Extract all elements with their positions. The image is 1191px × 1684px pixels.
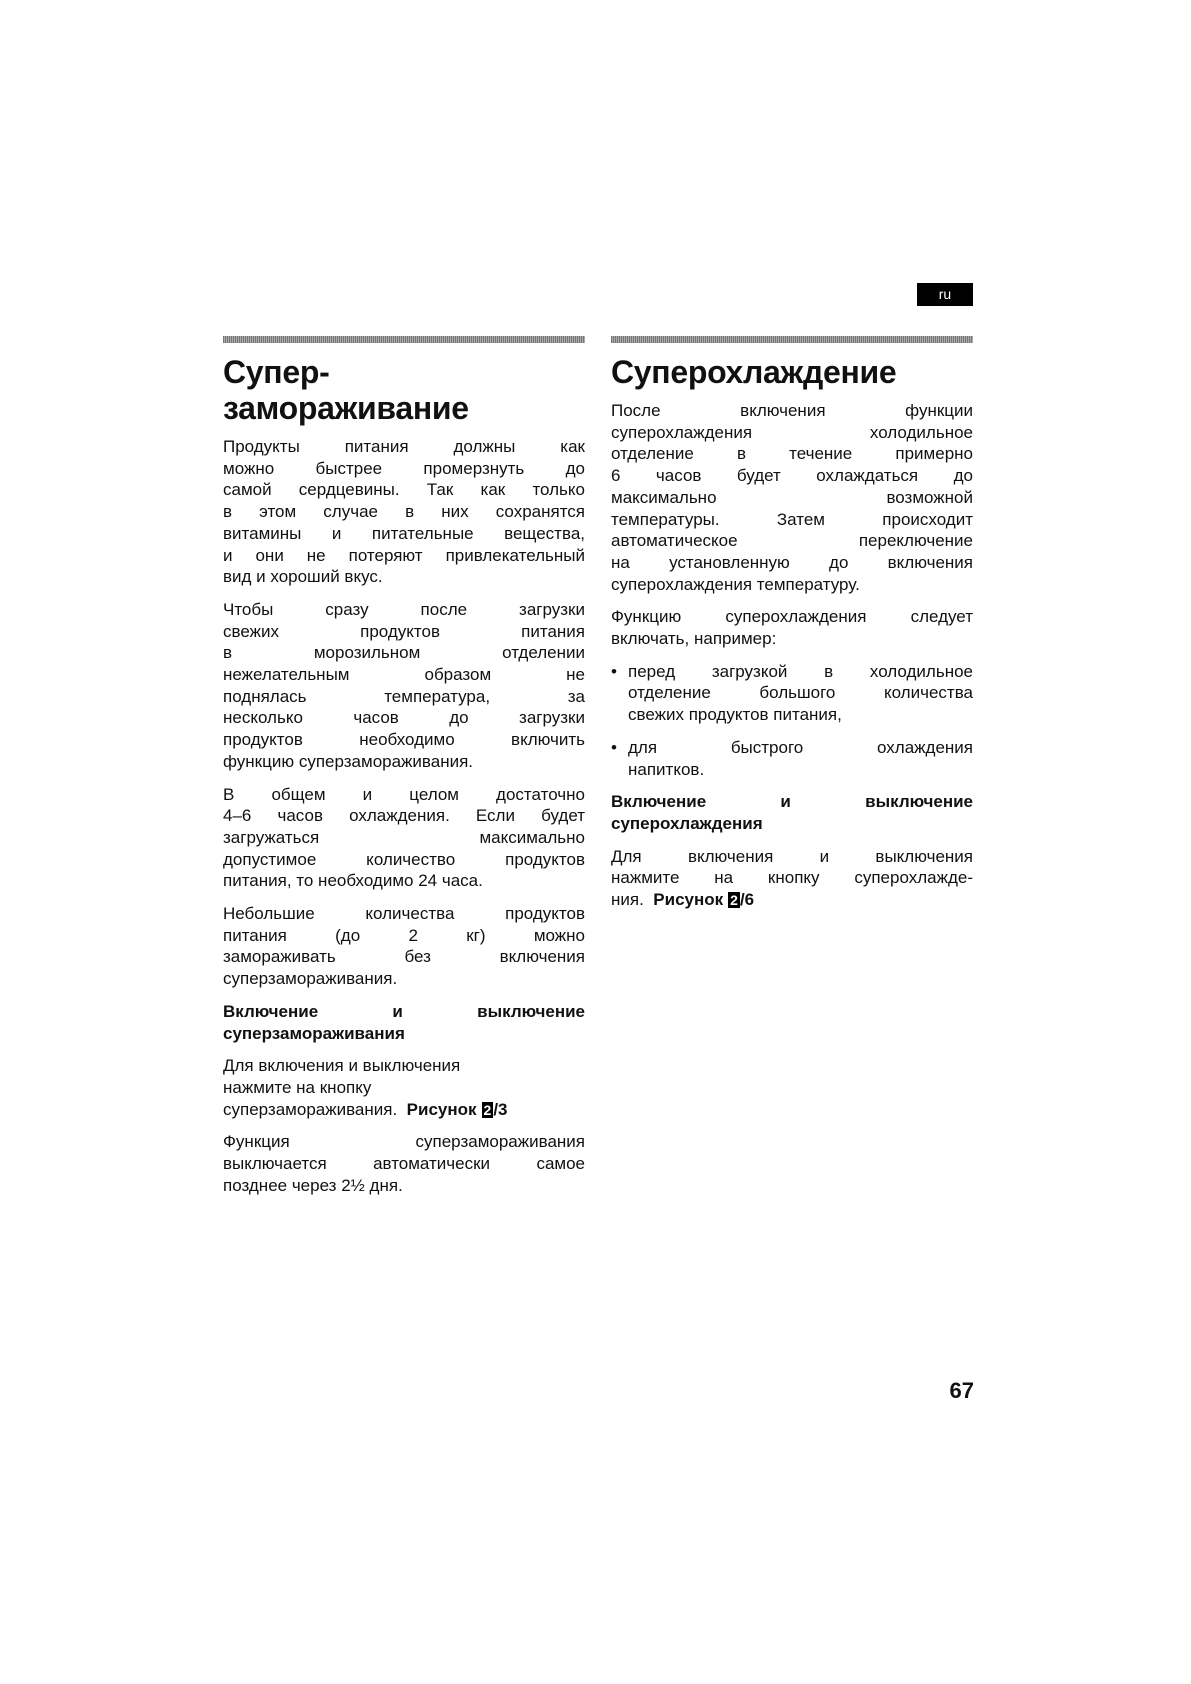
language-badge: ru — [917, 283, 973, 306]
title-line: замораживание — [223, 390, 469, 426]
text-line: максимально возможной — [611, 487, 973, 507]
right-column — [611, 336, 973, 922]
text-line: Включение и выключение — [611, 792, 973, 812]
bullet-icon: • — [611, 661, 617, 681]
text-line — [611, 889, 973, 911]
text-line: Для включения и выключения — [223, 1056, 461, 1076]
section-title-superfreeze — [223, 354, 585, 426]
text-line: В общем и целом достаточно — [223, 784, 585, 804]
figure-number-box: 2 — [730, 892, 738, 909]
bullet-item — [611, 737, 973, 780]
section-rule — [223, 336, 585, 343]
text-line: выключается автоматически самое — [223, 1154, 585, 1174]
text-line: 6 часов будет охлаждаться до — [611, 466, 973, 486]
text-line: питания, то необходимо 24 часа. — [223, 871, 483, 891]
paragraph — [223, 903, 585, 990]
text-line: суперзамораживания. — [223, 1099, 398, 1119]
subheading — [611, 791, 973, 834]
text-line: суперзамораживания. — [223, 969, 398, 989]
text-line: в морозильном отделении — [223, 643, 585, 663]
text-line: нажмите на кнопку суперохлажде- — [611, 868, 973, 888]
paragraph — [611, 400, 973, 595]
figure-item: /3 — [493, 1099, 508, 1119]
paragraph — [223, 436, 585, 588]
text-line: Функция суперзамораживания — [223, 1132, 585, 1152]
text-line: на установленную до включения — [611, 552, 973, 572]
title-line: Супер- — [223, 354, 330, 390]
text-line: для быстрого охлаждения — [628, 737, 973, 757]
text-line: суперзамораживания — [223, 1023, 405, 1043]
figure-item: /6 — [739, 890, 755, 910]
paragraph — [223, 784, 585, 893]
text-line: замораживать без включения — [223, 947, 585, 967]
text-line — [223, 1099, 585, 1121]
text-line: Функцию суперохлаждения следует — [611, 607, 973, 627]
bullet-item — [611, 661, 973, 726]
text-line: и они не потеряют привлекательный — [223, 545, 585, 565]
text-line: Чтобы сразу после загрузки — [223, 599, 585, 619]
text-line: отделение в течение примерно — [611, 444, 973, 464]
text-line: питания (до 2 кг) можно — [223, 925, 585, 945]
text-line: загружаться максимально — [223, 827, 585, 847]
text-line: продуктов необходимо включить — [223, 730, 585, 750]
text-line: несколько часов до загрузки — [223, 708, 585, 728]
text-line: После включения функции — [611, 401, 973, 420]
section-title-supercool: Суперохлаждение — [611, 354, 897, 390]
figure-number-box: 2 — [483, 1101, 492, 1118]
text-line: суперохлаждения температуру. — [611, 574, 860, 594]
bullet-text — [628, 661, 973, 726]
text-line: ния. — [611, 890, 644, 910]
text-line: вид и хороший вкус. — [223, 567, 383, 587]
text-line: Небольшие количества продуктов — [223, 904, 585, 924]
figure-ref-label: Рисунок — [406, 1099, 477, 1119]
text-line: свежих продуктов питания — [223, 621, 585, 641]
text-line: свежих продуктов питания, — [628, 705, 842, 725]
paragraph — [223, 1131, 585, 1196]
paragraph — [611, 606, 973, 649]
text-line: напитков. — [628, 759, 705, 779]
bullet-icon: • — [611, 737, 617, 757]
text-line: Продукты питания должны как — [223, 437, 585, 456]
paragraph — [611, 846, 973, 911]
text-line: Включение и выключение — [223, 1001, 585, 1021]
text-line: отделение большого количества — [628, 683, 973, 703]
text-line: температуры. Затем происходит — [611, 509, 973, 529]
text-line: включать, например: — [611, 629, 777, 649]
text-line: нежелательным образом не — [223, 665, 585, 685]
paragraph — [223, 599, 585, 773]
figure-ref-label: Рисунок — [653, 890, 724, 910]
text-line: в этом случае в них сохранятся — [223, 502, 585, 522]
page-number: 67 — [949, 1378, 974, 1403]
text-line: можно быстрее промерзнуть до — [223, 458, 585, 478]
text-line: позднее через 2½ дня. — [223, 1175, 403, 1195]
text-line: самой сердцевины. Так как только — [223, 480, 585, 500]
text-line: нажмите на кнопку — [223, 1077, 372, 1097]
text-line: 4–6 часов охлаждения. Если будет — [223, 806, 585, 826]
text-line: поднялась температура, за — [223, 686, 585, 706]
subheading — [223, 1001, 585, 1044]
text-line: Для включения и выключения — [611, 846, 973, 866]
text-line: автоматическое переключение — [611, 531, 973, 551]
text-line: допустимое количество продуктов — [223, 849, 585, 869]
text-line: функцию суперзамораживания. — [223, 751, 474, 771]
text-line: суперохлаждения холодильное — [611, 422, 973, 442]
text-line: витамины и питательные вещества, — [223, 523, 585, 543]
section-rule — [611, 336, 973, 343]
text-line: перед загрузкой в холодильное — [628, 661, 973, 681]
left-column — [223, 336, 585, 1208]
bullet-text — [628, 737, 973, 780]
paragraph — [223, 1055, 585, 1120]
text-line: суперохлаждения — [611, 813, 763, 833]
